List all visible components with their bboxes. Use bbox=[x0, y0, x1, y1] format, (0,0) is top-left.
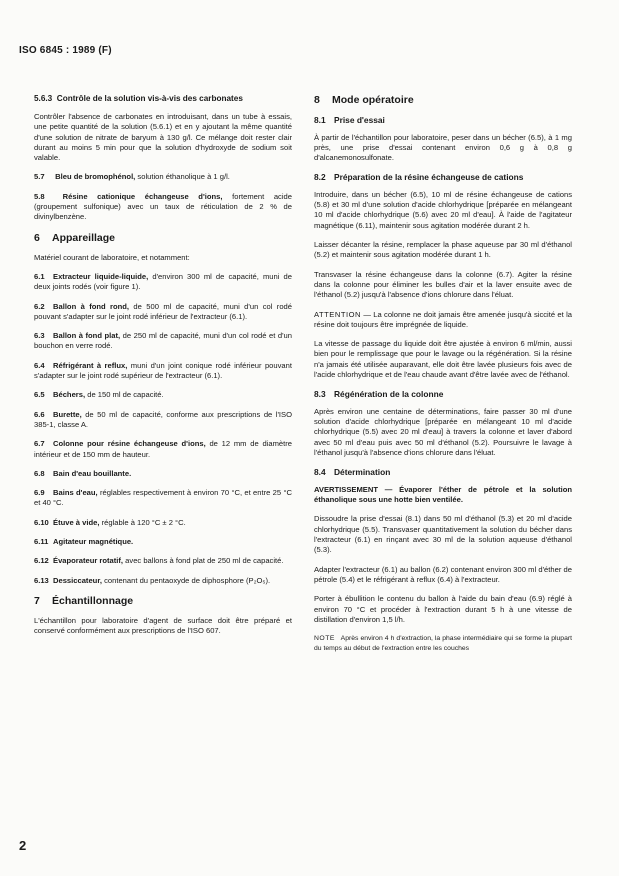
apparatus-item bbox=[34, 576, 292, 586]
apparatus-item-label: Extracteur liquide-liquide, bbox=[53, 271, 149, 281]
apparatus-item-label: Béchers, bbox=[53, 390, 86, 400]
apparatus-item-number: 6.11 bbox=[34, 537, 49, 547]
note-label: NOTE bbox=[314, 635, 335, 643]
section-8-4-p3: Porter à ébullition le contenu du ballon à l'aide du bain d'eau (6.9) réglé à environ 70 °C et procéder à l'extraction durant 5 h à une vitesse de distillation d'environ 1,5 l/h. bbox=[314, 594, 572, 624]
apparatus-item-number: 6.7 bbox=[34, 439, 45, 449]
right-column bbox=[314, 94, 572, 659]
apparatus-item-number: 6.13 bbox=[34, 575, 49, 585]
apparatus-item-text: de 250 ml de capacité, muni d'un col rodé et d'un bouchon en verre rodé. bbox=[34, 331, 292, 351]
apparatus-item-label: Colonne pour résine échangeuse d'ions, bbox=[53, 439, 206, 449]
section-6-intro: Matériel courant de laboratoire, et notamment: bbox=[34, 252, 190, 262]
apparatus-item bbox=[34, 410, 292, 431]
section-title: Contrôle de la solution vis-à-vis des carbonates bbox=[56, 94, 243, 103]
section-8-4-heading: 8.4 Détermination bbox=[314, 467, 391, 478]
note: NOTE Après environ 4 h d'extraction, la phase intermédiaire qui se forme la plupart du temps au début de l'extraction entre les couches bbox=[314, 635, 573, 652]
apparatus-item bbox=[34, 302, 292, 323]
apparatus-item bbox=[34, 272, 292, 293]
apparatus-item-label: Dessiccateur, bbox=[53, 575, 102, 585]
apparatus-item bbox=[34, 518, 292, 528]
apparatus-item-text: de 12 mm de diamètre intérieur et de 150 mm de hauteur. bbox=[34, 439, 292, 459]
apparatus-item bbox=[34, 331, 292, 352]
apparatus-item bbox=[34, 390, 292, 400]
apparatus-item bbox=[34, 469, 292, 479]
apparatus-item-label: Bains d'eau, bbox=[53, 488, 98, 498]
apparatus-item-label: Ballon à fond rond, bbox=[53, 301, 130, 311]
apparatus-item bbox=[34, 361, 292, 382]
section-8-2-p2: Laisser décanter la résine, remplacer la phase aqueuse par 30 ml d'éthanol (5.2) et maintenir sous agitation modérée durant 1 h. bbox=[314, 240, 572, 260]
section-8-1-heading: 8.1 Prise d'essai bbox=[314, 115, 385, 125]
apparatus-item-label: Évaporateur rotatif, bbox=[53, 556, 124, 566]
section-8-3-text: Après environ une centaine de déterminations, faire passer 30 ml d'une solution d'acide chlorhydrique [préparée en mélangeant 10 ml d'acide chlorhydrique (5.5) avec 20 ml d'eau] à travers la colonne et laver d'abord avec 50 ml d'eau puis avec 50 ml d'éthanol (5.2). Poursuivre le lavage à l'éthanol jusqu'à l'absence d'ions chlorure dans l'éluat. bbox=[314, 406, 572, 458]
section-number: 5.6.3 bbox=[34, 94, 53, 103]
apparatus-item-label: Bain d'eau bouillante. bbox=[53, 468, 132, 478]
apparatus-item-number: 6.9 bbox=[34, 488, 45, 498]
section-8-2-p3: Transvaser la résine échangeuse dans la colonne (6.7). Agiter la résine dans la colonne pour éliminer les bulles d'air et la laver ensuite avec de l'éthanol (5.2) jusqu'à l'absence d'ions chlorure dans l'éluat. bbox=[314, 269, 572, 300]
apparatus-item-number: 6.5 bbox=[34, 390, 45, 400]
section-8-heading: 8 Mode opératoire bbox=[314, 94, 414, 106]
apparatus-list bbox=[34, 272, 292, 586]
section-5-6-3-text: Contrôler l'absence de carbonates en introduisant, dans un tube à essais, une petite quantité de la solution (5.6.1) et en y ajoutant la même quantité d'une solution de nitrate de baryum à 130 g/l. Ce mélange doit rester clair durant au moins 5 min pour que la solution d'hydroxyde de sodium soit valable. bbox=[34, 112, 292, 163]
section-5-8: 5.8 Résine cationique échangeuse d'ions, fortement acide (groupement sulfonique) avec un taux de réticulation de 2 % de divinylbenzène. bbox=[34, 191, 292, 222]
apparatus-item-text: réglables respectivement à environ 70 °C, et entre 25 °C et 40 °C. bbox=[34, 488, 292, 508]
apparatus-item bbox=[34, 556, 292, 566]
section-8-2-heading: 8.2 Préparation de la résine échangeuse de cations bbox=[314, 172, 524, 183]
apparatus-item-text: de 150 ml de capacité. bbox=[87, 390, 164, 400]
attention-note: ATTENTION — La colonne ne doit jamais être amenée jusqu'à siccité et la résine doit toujours être imprégnée de liquide. bbox=[314, 309, 572, 329]
section-8-2-p4: La vitesse de passage du liquide doit être ajustée à environ 6 ml/min, aussi bien pour le remplissage que pour le lavage ou la régénération. Si la résine n'a jamais été utilisée auparavant, elle doit être lavée plusieurs fois avec de l'acide chlorhydrique et de l'eau chaude avant d'être lavée avec de l'éthanol. bbox=[314, 339, 572, 380]
apparatus-item bbox=[34, 439, 292, 460]
left-column bbox=[34, 94, 292, 646]
apparatus-item-number: 6.1 bbox=[34, 271, 45, 281]
apparatus-item-number: 6.8 bbox=[34, 468, 45, 478]
apparatus-item-number: 6.12 bbox=[34, 556, 49, 566]
apparatus-item-text: de 500 ml de capacité, muni d'un col rodé pouvant s'adapter sur le joint rodé inférieur de l'extracteur (6.1). bbox=[34, 301, 292, 321]
apparatus-item-label: Burette, bbox=[53, 409, 82, 419]
section-8-3-heading: 8.3 Régénération de la colonne bbox=[314, 389, 444, 400]
apparatus-item-text: contenant du pentaoxyde de diphosphore (P₂O₅). bbox=[104, 575, 271, 585]
apparatus-item-text: d'environ 300 ml de capacité, muni de deux joints rodés (voir figure 1). bbox=[34, 271, 292, 292]
apparatus-item-text: de 50 ml de capacité, conforme aux prescriptions de l'ISO 385-1, classe A. bbox=[34, 409, 292, 429]
section-6-heading: 6 Appareillage bbox=[34, 231, 116, 244]
section-5-7: 5.7 Bleu de bromophénol, solution éthanolique à 1 g/l. bbox=[34, 172, 230, 182]
section-8-4-p1: Dissoudre la prise d'essai (8.1) dans 50 ml d'éthanol (5.3) et 20 ml d'acide chlorhydrique (5.5). Transvaser quantitativement la solution du bécher dans l'extracteur (6.1) en rinçant avec 30 ml de la solution aqueuse d'éthanol (5.3). bbox=[314, 514, 572, 555]
document-header: ISO 6845 : 1989 (F) bbox=[19, 45, 112, 56]
section-8-1-text: À partir de l'échantillon pour laboratoire, peser dans un bécher (6.5), à 1 mg près, une prise d'essai contenant environ 0,6 g à 0,8 g d'alcanemonosulfonate. bbox=[314, 132, 572, 163]
apparatus-item-number: 6.4 bbox=[34, 360, 45, 370]
apparatus-item-number: 6.2 bbox=[34, 301, 45, 311]
page-number: 2 bbox=[19, 838, 27, 853]
section-8-4-p2: Adapter l'extracteur (6.1) au ballon (6.2) contenant environ 300 ml d'éther de pétrole (5.4) et le réfrigérant à reflux (6.4) à l'extracteur. bbox=[314, 564, 572, 584]
apparatus-item-text: muni d'un joint conique rodé inférieur pouvant s'adapter sur le joint rodé supérieur de l'extracteur (6.1). bbox=[34, 360, 292, 381]
apparatus-item-number: 6.3 bbox=[34, 331, 45, 341]
apparatus-item-text: avec ballons à fond plat de 250 ml de capacité. bbox=[125, 556, 284, 566]
section-7-heading: 7 Échantillonnage bbox=[34, 594, 134, 607]
section-8-2-p1: Introduire, dans un bécher (6.5), 10 ml de résine échangeuse de cations (5.8) et 30 ml d'une solution d'acide chlorhydrique [préparée en mélangeant 10 ml d'acide chlorhydrique (5.6) avec 20 ml d'eau]. À l'aide de l'agitateur magnétique (6.11), maintenir sous agitation modérée durant 2 h. bbox=[314, 189, 572, 230]
apparatus-item-number: 6.6 bbox=[34, 409, 45, 419]
apparatus-item-label: Ballon à fond plat, bbox=[53, 331, 121, 341]
apparatus-item-number: 6.10 bbox=[34, 517, 49, 527]
attention-label: ATTENTION bbox=[314, 309, 361, 319]
apparatus-item-label: Étuve à vide, bbox=[53, 517, 100, 527]
section-7-text: L'échantillon pour laboratoire d'agent de surface doit être préparé et conservé conformément aux prescriptions de l'ISO 607. bbox=[34, 615, 292, 636]
apparatus-item bbox=[34, 537, 292, 547]
warning-text: AVERTISSEMENT — Évaporer l'éther de pétrole et la solution éthanolique sous une hotte bien ventilée. bbox=[314, 484, 572, 505]
section-5-6-3-heading bbox=[34, 94, 292, 104]
apparatus-item-label: Agitateur magnétique. bbox=[53, 537, 134, 547]
apparatus-item bbox=[34, 488, 292, 509]
apparatus-item-label: Réfrigérant à reflux, bbox=[53, 360, 128, 370]
apparatus-item-text: réglable à 120 °C ± 2 °C. bbox=[101, 517, 186, 527]
